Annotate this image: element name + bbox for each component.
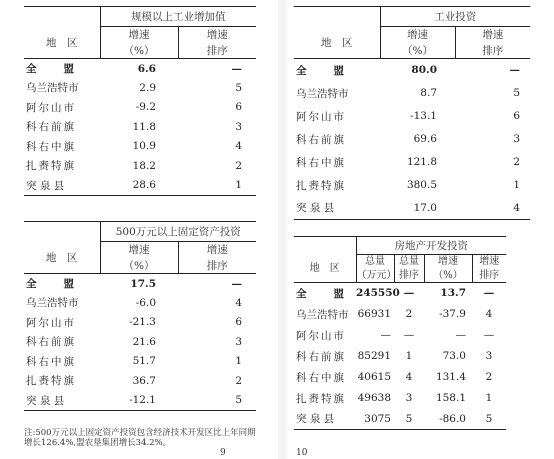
industry-col-rank-2: 排序 <box>178 43 256 59</box>
real-estate-total_rank-cell: 2 <box>405 308 413 320</box>
real-estate-col-growth-rank: 增速 <box>472 255 506 269</box>
real-estate-region-cell: 全 盟 <box>294 283 356 304</box>
fixed-asset-col-region: 地 区 <box>46 251 78 264</box>
industrial-investment-growth-cell: 380.5 <box>406 179 437 191</box>
industrial-investment-rank-cell: 3 <box>513 133 520 145</box>
industry-col-growth-unit: （%） <box>100 43 178 59</box>
fixed-asset-row <box>24 371 256 391</box>
real-estate-row <box>294 304 506 325</box>
industry-row <box>24 59 256 79</box>
real-estate-growth_rank-cell: 2 <box>485 371 493 383</box>
fixed-asset-region-cell: 科右前旗 <box>26 336 76 349</box>
real-estate-growth_rank-cell: 1 <box>485 392 493 404</box>
industrial-investment-row <box>294 59 530 82</box>
industrial-investment-row <box>294 105 530 128</box>
real-estate-col-total: 总量 <box>356 255 394 269</box>
real-estate-total_rank-cell: 1 <box>405 350 413 362</box>
real-estate-total_rank-cell: — <box>403 329 415 341</box>
industry-rank-cell: — <box>178 59 256 79</box>
real-estate-growth-cell: — <box>455 329 466 341</box>
industry-region-cell: 突 泉 县 <box>24 176 100 196</box>
industrial-investment-growth-cell: -13.1 <box>410 110 437 122</box>
fixed-asset-row <box>24 391 256 411</box>
real-estate-row <box>294 367 506 388</box>
industry-row <box>24 137 256 157</box>
fixed-asset-growth-cell: 51.7 <box>132 355 156 368</box>
real-estate-col-total-rank-2: 排序 <box>394 269 424 283</box>
industrial-investment-region-cell: 科右中旗 <box>296 156 346 169</box>
industrial-investment-col-rank-2: 排序 <box>455 43 530 59</box>
fixed-asset-rank-cell: 1 <box>235 355 243 368</box>
industrial-investment-growth-cell: 17.0 <box>380 197 455 220</box>
real-estate-region-cell: 扎赉特旗 <box>296 392 346 405</box>
real-estate-total_rank-cell: — <box>394 283 424 304</box>
fixed-asset-growth-cell: -12.1 <box>100 391 178 411</box>
real-estate-row <box>294 283 506 304</box>
industry-growth-cell: 6.6 <box>100 59 178 79</box>
page-number-left: 9 <box>220 448 226 458</box>
industrial-investment-rank-cell: 2 <box>513 156 520 168</box>
industry-col-rank: 增速 <box>178 27 256 43</box>
real-estate-col-growth-rank-2: 排序 <box>472 269 506 283</box>
real-estate-total-cell: 49638 <box>357 392 391 404</box>
industry-row <box>24 156 256 176</box>
industrial-investment-row <box>294 174 530 197</box>
real-estate-region-cell: 突 泉 县 <box>294 409 356 430</box>
industrial-investment-rank-cell: 1 <box>513 179 520 191</box>
fixed-asset-region-cell: 乌兰浩特市 <box>26 297 79 310</box>
fixed-asset-col-growth-unit: （%） <box>100 258 178 274</box>
left-page <box>10 0 278 459</box>
real-estate-total-cell: 66931 <box>357 308 391 320</box>
industry-growth-cell: 18.2 <box>132 159 156 172</box>
industry-row <box>24 78 256 98</box>
industrial-investment-region-cell: 乌兰浩特市 <box>296 87 349 100</box>
industrial-investment-rank-cell: 6 <box>513 110 520 122</box>
industry-rank-cell: 1 <box>178 176 256 196</box>
real-estate-total_rank-cell: 4 <box>405 371 413 383</box>
fixed-asset-growth-cell: 36.7 <box>132 374 156 387</box>
industrial-investment-row <box>294 151 530 174</box>
fixed-asset-rank-cell: 3 <box>235 335 243 348</box>
industry-growth-cell: 28.6 <box>100 176 178 196</box>
industry-row <box>24 98 256 118</box>
real-estate-total-cell: 245550 <box>356 283 394 304</box>
industrial-investment-growth-cell: 121.8 <box>406 156 437 168</box>
industrial-investment-col-rank: 增速 <box>455 27 530 43</box>
fixed-asset-growth-cell: -6.0 <box>135 296 156 309</box>
real-estate-growth-cell: -86.0 <box>424 409 472 430</box>
industrial-investment-growth-cell: 69.6 <box>413 133 437 145</box>
industry-col-region: 地 区 <box>46 36 78 49</box>
fixed-asset-region-cell: 科右中旗 <box>26 355 76 368</box>
fixed-asset-row <box>24 352 256 372</box>
real-estate-col-growth: 增速 <box>424 255 472 269</box>
industry-growth-cell: 10.9 <box>132 140 156 153</box>
real-estate-region-cell: 乌兰浩特市 <box>296 308 349 321</box>
industry-region-cell: 扎赉特旗 <box>26 160 76 173</box>
real-estate-row <box>294 409 506 430</box>
real-estate-growth_rank-cell: 5 <box>472 409 506 430</box>
real-estate-table-title: 房地产开发投资 <box>356 237 506 255</box>
fixed-asset-growth-cell: 17.5 <box>100 274 178 294</box>
industry-row <box>24 176 256 196</box>
fixed-asset-growth-cell: -21.3 <box>129 316 156 329</box>
industry-region-cell: 全 盟 <box>24 59 100 79</box>
industrial-investment-col-growth-unit: （%） <box>380 43 455 59</box>
industrial-investment-region-cell: 突 泉 县 <box>294 197 380 220</box>
real-estate-growth_rank-cell: — <box>483 329 495 341</box>
real-estate-growth-cell: 13.7 <box>424 283 472 304</box>
industrial-investment-table <box>294 6 530 220</box>
industry-rank-cell: 2 <box>235 159 242 172</box>
real-estate-total-cell: 40615 <box>357 371 391 383</box>
real-estate-growth-cell: 131.4 <box>435 371 466 383</box>
fixed-asset-rank-cell: 5 <box>178 391 256 411</box>
fixed-asset-rank-cell: 2 <box>235 374 243 387</box>
industry-growth-cell: -9.2 <box>135 101 156 114</box>
industry-row <box>24 117 256 137</box>
real-estate-row <box>294 388 506 409</box>
page-gutter <box>278 0 286 459</box>
real-estate-region-cell: 阿尔山市 <box>296 329 346 342</box>
real-estate-growth-cell: 73.0 <box>442 350 466 362</box>
fixed-asset-rank-cell: 4 <box>235 296 243 309</box>
industry-rank-cell: 3 <box>235 120 242 133</box>
fixed-asset-region-cell: 扎赉特旗 <box>26 375 76 388</box>
industrial-investment-row <box>294 82 530 105</box>
right-page <box>286 0 554 459</box>
fixed-asset-rank-cell: — <box>178 274 256 294</box>
fixed-asset-row <box>24 313 256 333</box>
real-estate-col-total-rank: 总量 <box>394 255 424 269</box>
industrial-investment-title: 工业投资 <box>380 7 530 27</box>
fixed-asset-region-cell: 全 盟 <box>24 274 100 294</box>
industry-rank-cell: 4 <box>235 140 242 153</box>
industry-rank-cell: 5 <box>235 81 242 94</box>
real-estate-total_rank-cell: 5 <box>394 409 424 430</box>
industry-growth-cell: 11.8 <box>132 120 156 133</box>
fixed-asset-col-rank-2: 排序 <box>178 258 256 274</box>
industrial-investment-col-growth: 增速 <box>380 27 455 43</box>
fixed-asset-note: 注:500万元以上固定资产投资包含经济技术开发区比上年同期增长126.4%,盟农垦集团增长34.2%。 <box>24 428 256 448</box>
fixed-asset-growth-cell: 21.6 <box>132 335 156 348</box>
industry-region-cell: 科右中旗 <box>26 140 76 153</box>
industrial-investment-region-cell: 扎赉特旗 <box>296 179 346 192</box>
fixed-asset-row <box>24 332 256 352</box>
industry-growth-cell: 2.9 <box>139 81 156 94</box>
industry-region-cell: 乌兰浩特市 <box>26 82 79 95</box>
industry-table-title: 规模以上工业增加值 <box>100 7 256 27</box>
fixed-asset-row <box>24 293 256 313</box>
real-estate-col-region: 地 区 <box>309 262 340 274</box>
industrial-investment-row <box>294 197 530 220</box>
real-estate-row <box>294 346 506 367</box>
real-estate-total_rank-cell: 3 <box>405 392 413 404</box>
real-estate-row <box>294 325 506 346</box>
fixed-asset-region-cell: 突 泉 县 <box>24 391 100 411</box>
real-estate-total-cell: 85291 <box>357 350 391 362</box>
real-estate-region-cell: 科右前旗 <box>296 350 346 363</box>
real-estate-growth_rank-cell: — <box>472 283 506 304</box>
page-number-right: 10 <box>296 448 308 458</box>
industry-region-cell: 科右前旗 <box>26 121 76 134</box>
industrial-investment-growth-cell: 8.7 <box>420 87 437 99</box>
real-estate-region-cell: 科右中旗 <box>296 371 346 384</box>
industrial-investment-region-cell: 阿尔山市 <box>296 110 346 123</box>
fixed-asset-col-rank: 增速 <box>178 242 256 258</box>
industrial-investment-rank-cell: — <box>455 59 530 82</box>
industrial-investment-growth-cell: 80.0 <box>380 59 455 82</box>
fixed-asset-region-cell: 阿尔山市 <box>26 316 76 329</box>
fixed-asset-rank-cell: 6 <box>235 316 243 329</box>
real-estate-growth_rank-cell: 3 <box>485 350 493 362</box>
real-estate-table <box>294 236 506 430</box>
fixed-asset-row <box>24 274 256 294</box>
real-estate-col-total-unit: （万元） <box>356 269 397 281</box>
industrial-investment-region-cell: 全 盟 <box>294 59 380 82</box>
real-estate-growth_rank-cell: 4 <box>485 308 493 320</box>
industry-rank-cell: 6 <box>235 101 242 114</box>
industrial-investment-rank-cell: 5 <box>513 87 520 99</box>
industry-value-table <box>24 6 256 196</box>
fixed-asset-table <box>24 221 256 411</box>
industry-region-cell: 阿尔山市 <box>26 101 76 114</box>
industrial-investment-rank-cell: 4 <box>455 197 530 220</box>
industrial-investment-row <box>294 128 530 151</box>
industrial-investment-col-region: 地 区 <box>321 36 353 49</box>
real-estate-total-cell: — <box>380 329 391 341</box>
real-estate-col-growth-unit: （%） <box>424 269 472 283</box>
industrial-investment-region-cell: 科右前旗 <box>296 133 346 146</box>
fixed-asset-col-growth: 增速 <box>100 242 178 258</box>
fixed-asset-table-title: 500万元以上固定资产投资 <box>100 222 256 242</box>
real-estate-total-cell: 3075 <box>356 409 394 430</box>
real-estate-growth-cell: -37.9 <box>439 308 466 320</box>
industry-col-growth: 增速 <box>100 27 178 43</box>
real-estate-growth-cell: 158.1 <box>435 392 466 404</box>
